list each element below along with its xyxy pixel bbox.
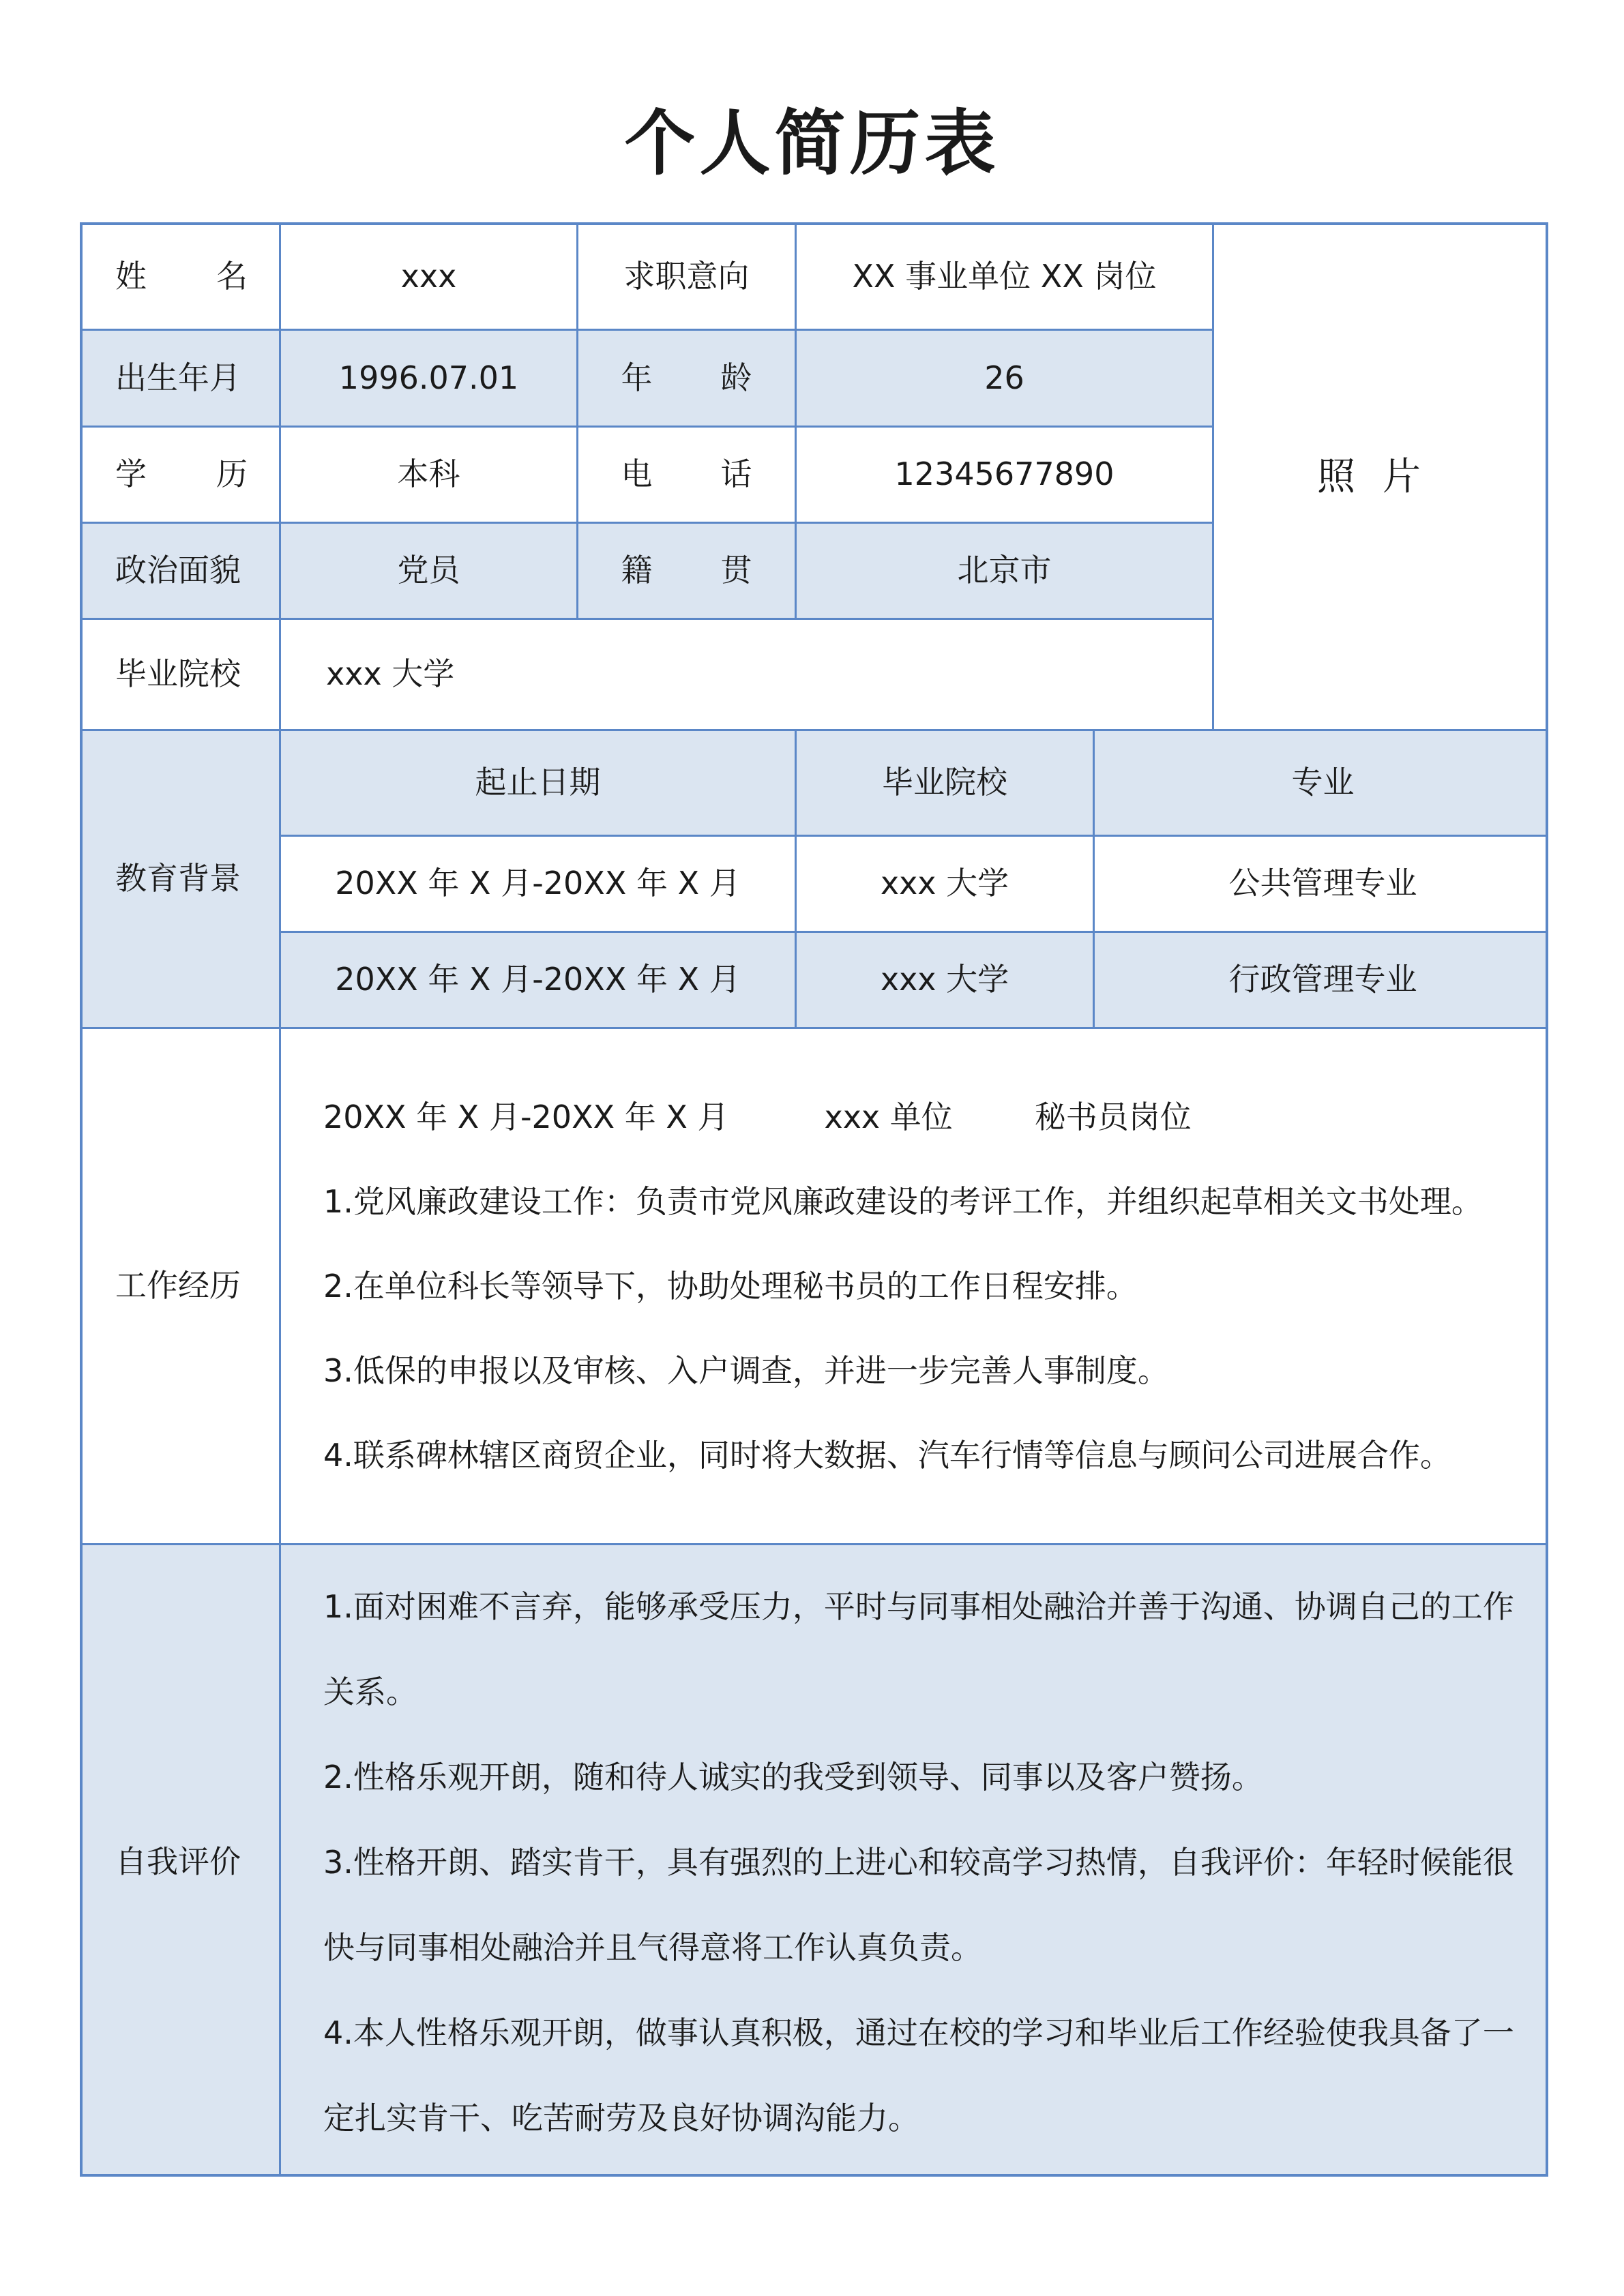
- edu-label-cell: [83, 428, 281, 524]
- photo-label: 照片: [1317, 454, 1448, 499]
- age-label: 年 龄: [621, 359, 752, 396]
- edu-header-school-text: 毕业院校: [882, 764, 1007, 801]
- photo-cell: [1214, 225, 1548, 731]
- age-value: 26: [984, 359, 1024, 396]
- edu-row-2-school-text: xxx 大学: [880, 961, 1009, 998]
- edu-row-1-school: [797, 837, 1095, 933]
- edu-label: 学 历: [115, 456, 248, 493]
- education-label: 教育背景: [115, 860, 241, 897]
- origin-label: 籍 贯: [621, 552, 752, 589]
- birth-value: 1996.07.01: [338, 359, 519, 396]
- job-value-cell: [797, 225, 1214, 331]
- self-eval-label-cell: [83, 1545, 281, 2177]
- education-label-cell: [83, 731, 281, 1029]
- edu-value-cell: [281, 428, 578, 524]
- origin-value-cell: [797, 524, 1214, 620]
- origin-value: 北京市: [957, 552, 1052, 589]
- work-content-cell: [281, 1029, 1548, 1545]
- edu-row-1-period-text: 20XX 年 X 月-20XX 年 X 月: [335, 865, 741, 902]
- school-value: xxx 大学: [326, 655, 455, 693]
- job-label: 求职意向: [623, 258, 750, 295]
- self-eval-item: 2.性格乐观开朗，随和待人诚实的我受到领导、同事以及客户赞扬。: [323, 1758, 1263, 1795]
- edu-header-school: [797, 731, 1095, 837]
- phone-value-cell: [797, 428, 1214, 524]
- work-label-cell: [83, 1029, 281, 1545]
- self-eval-content-cell: [281, 1545, 1548, 2177]
- birth-label: 出生年月: [115, 359, 241, 396]
- job-label-cell: [578, 225, 797, 331]
- politics-label: 政治面貌: [115, 552, 241, 589]
- edu-row-2-major-text: 行政管理专业: [1228, 961, 1417, 998]
- work-item: 4.联系碑林辖区商贸企业，同时将大数据、汽车行情等信息与顾问公司进展合作。: [323, 1437, 1451, 1474]
- name-label-cell: [83, 225, 281, 331]
- edu-value: 本科: [397, 456, 460, 493]
- self-eval-label: 自我评价: [115, 1843, 241, 1881]
- work-item: 1.党风廉政建设工作：负责市党风廉政建设的考评工作，并组织起草相关文书处理。: [323, 1183, 1483, 1220]
- name-label: 姓 名: [115, 258, 248, 295]
- edu-row-1-school-text: xxx 大学: [880, 865, 1009, 902]
- edu-row-2-major: [1095, 933, 1548, 1029]
- edu-header-major-text: 专业: [1291, 764, 1355, 801]
- edu-row-1-period: [281, 837, 797, 933]
- work-unit: xxx 单位: [824, 1099, 953, 1135]
- origin-label-cell: [578, 524, 797, 620]
- age-label-cell: [578, 331, 797, 428]
- school-label: 毕业院校: [115, 655, 241, 693]
- birth-label-cell: [83, 331, 281, 428]
- edu-header-major: [1095, 731, 1548, 837]
- name-value: xxx: [400, 258, 457, 295]
- work-period: 20XX 年 X 月-20XX 年 X 月: [323, 1099, 729, 1135]
- work-position: 秘书员岗位: [1034, 1099, 1192, 1135]
- work-item: 2.在单位科长等领导下，协助处理秘书员的工作日程安排。: [323, 1268, 1138, 1304]
- edu-row-2-period: [281, 933, 797, 1029]
- politics-value-cell: [281, 524, 578, 620]
- phone-value: 12345677890: [894, 456, 1114, 493]
- edu-header-period-text: 起止日期: [475, 764, 601, 801]
- phone-label: 电 话: [621, 456, 752, 493]
- page-title: 个人简历表: [624, 102, 1000, 185]
- edu-row-2-school: [797, 933, 1095, 1029]
- work-item: 3.低保的申报以及审核、入户调查，并进一步完善人事制度。: [323, 1352, 1169, 1389]
- politics-label-cell: [83, 524, 281, 620]
- self-eval-item: 4.本人性格乐观开朗，做事认真积极，通过在校的学习和毕业后工作经验使我具备了一定扎实肯干、吃苦耐劳及良好协调沟能力。: [323, 2014, 1514, 2136]
- self-eval-item: 1.面对困难不言弃，能够承受压力，平时与同事相处融洽并善于沟通、协调自己的工作关系。: [323, 1587, 1514, 1710]
- resume-table: [80, 222, 1548, 2177]
- edu-header-period: [281, 731, 797, 837]
- work-label: 工作经历: [115, 1267, 241, 1304]
- edu-row-1-major-text: 公共管理专业: [1228, 865, 1417, 902]
- job-value: XX 事业单位 XX 岗位: [852, 258, 1157, 295]
- politics-value: 党员: [397, 552, 460, 589]
- self-eval-item: 3.性格开朗、踏实肯干，具有强烈的上进心和较高学习热情，自我评价：年轻时候能很快与同事相处融洽并且气得意将工作认真负责。: [323, 1843, 1514, 1966]
- birth-value-cell: [281, 331, 578, 428]
- school-label-cell: [83, 620, 281, 731]
- edu-row-2-period-text: 20XX 年 X 月-20XX 年 X 月: [335, 961, 741, 998]
- age-value-cell: [797, 331, 1214, 428]
- work-header: [323, 1075, 1192, 1159]
- phone-label-cell: [578, 428, 797, 524]
- name-value-cell: [281, 225, 578, 331]
- school-value-cell: [281, 620, 1214, 731]
- edu-row-1-major: [1095, 837, 1548, 933]
